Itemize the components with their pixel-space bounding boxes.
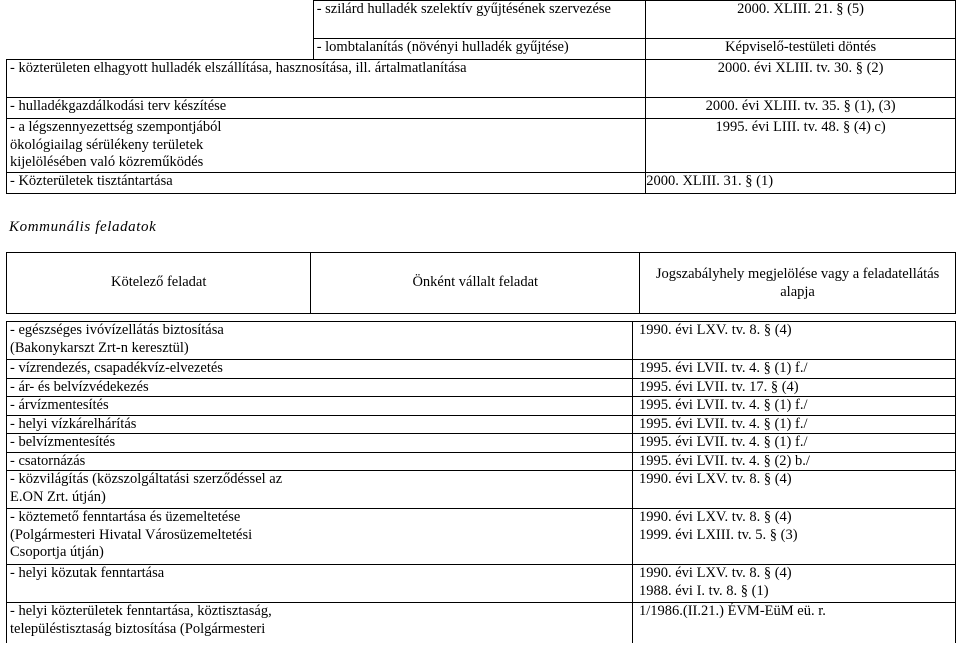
- cell: 1995. évi LVII. tv. 4. § (1) f./: [633, 415, 956, 434]
- cell: - Közterületek tisztántartása: [7, 173, 646, 194]
- cell: - csatornázás: [7, 452, 633, 471]
- table-row: [7, 509, 956, 565]
- table-row: [7, 471, 956, 509]
- table-row: [7, 603, 956, 643]
- cell: 1990. évi LXV. tv. 8. § (4): [633, 322, 956, 360]
- cell: 1995. évi LVII. tv. 4. § (1) f./: [633, 434, 956, 453]
- table-row: [7, 397, 956, 416]
- header-mandatory: Kötelező feladat: [7, 253, 311, 314]
- cell: - helyi közutak fenntartása: [7, 565, 633, 603]
- table-row: [7, 452, 956, 471]
- table-row: [7, 565, 956, 603]
- table-row: [7, 378, 956, 397]
- cell: - a légszennyezettség szempontjából ökológiailag sérülékeny területek kijelölésében való közreműködés: [7, 119, 646, 173]
- cell: - szilárd hulladék szelektív gyűjtésének szervezése: [313, 1, 646, 39]
- table-row: [7, 322, 956, 360]
- cell: 1995. évi LIII. tv. 48. § (4) c): [646, 119, 956, 173]
- cell: - vízrendezés, csapadékvíz-elvezetés: [7, 360, 633, 379]
- header-legal-basis: Jogszabályhely megjelölése vagy a feladatellátás alapja: [640, 253, 956, 314]
- cell: - belvízmentesítés: [7, 434, 633, 453]
- table-row: [7, 173, 956, 194]
- table-row: [7, 98, 956, 119]
- cell: 1990. évi LXV. tv. 8. § (4) 1988. évi I. tv. 8. § (1): [633, 565, 956, 603]
- table-row: [7, 415, 956, 434]
- top-table: [6, 0, 956, 194]
- tasks-table: [6, 321, 956, 643]
- table-row: [7, 39, 956, 60]
- cell: - közvilágítás (közszolgáltatási szerződéssel az E.ON Zrt. útján): [7, 471, 633, 509]
- cell: 1995. évi LVII. tv. 4. § (1) f./: [633, 397, 956, 416]
- table-row: [7, 360, 956, 379]
- cell: - helyi vízkárelhárítás: [7, 415, 633, 434]
- cell: 1990. évi LXV. tv. 8. § (4) 1999. évi LXIII. tv. 5. § (3): [633, 509, 956, 565]
- header-voluntary: Önként vállalt feladat: [311, 253, 640, 314]
- table-row: [7, 119, 956, 173]
- table-row: [7, 434, 956, 453]
- table-row: [7, 60, 956, 98]
- cell: 1990. évi LXV. tv. 8. § (4): [633, 471, 956, 509]
- cell: [7, 39, 314, 60]
- cell: 2000. évi XLIII. tv. 35. § (1), (3): [646, 98, 956, 119]
- header-row: [7, 253, 956, 314]
- cell: 2000. XLIII. 31. § (1): [646, 173, 956, 194]
- cell: 1995. évi LVII. tv. 4. § (1) f./: [633, 360, 956, 379]
- cell: 1/1986.(II.21.) ÉVM-EüM eü. r.: [633, 603, 956, 643]
- cell: 1995. évi LVII. tv. 4. § (2) b./: [633, 452, 956, 471]
- cell: Képviselő-testületi döntés: [646, 39, 956, 60]
- cell: - köztemető fenntartása és üzemeltetése (Polgármesteri Hivatal Városüzemeltetési Csoportja útján): [7, 509, 633, 565]
- cell: - lombtalanítás (növényi hulladék gyűjtése): [313, 39, 646, 60]
- cell: 2000. XLIII. 21. § (5): [646, 1, 956, 39]
- cell: - egészséges ivóvízellátás biztosítása (Bakonykarszt Zrt-n keresztül): [7, 322, 633, 360]
- cell: 1995. évi LVII. tv. 17. § (4): [633, 378, 956, 397]
- cell: - ár- és belvízvédekezés: [7, 378, 633, 397]
- cell: - hulladékgazdálkodási terv készítése: [7, 98, 646, 119]
- cell: - helyi közterületek fenntartása, köztisztaság, településtisztaság biztosítása (Polgármesteri: [7, 603, 633, 643]
- section-title: Kommunális feladatok: [9, 219, 157, 235]
- cell: - közterületen elhagyott hulladék elszállítása, hasznosítása, ill. ártalmatlanítása: [7, 60, 646, 98]
- header-table: [6, 252, 956, 314]
- cell: [7, 1, 314, 39]
- table-row: [7, 1, 956, 39]
- cell: 2000. évi XLIII. tv. 30. § (2): [646, 60, 956, 98]
- cell: - árvízmentesítés: [7, 397, 633, 416]
